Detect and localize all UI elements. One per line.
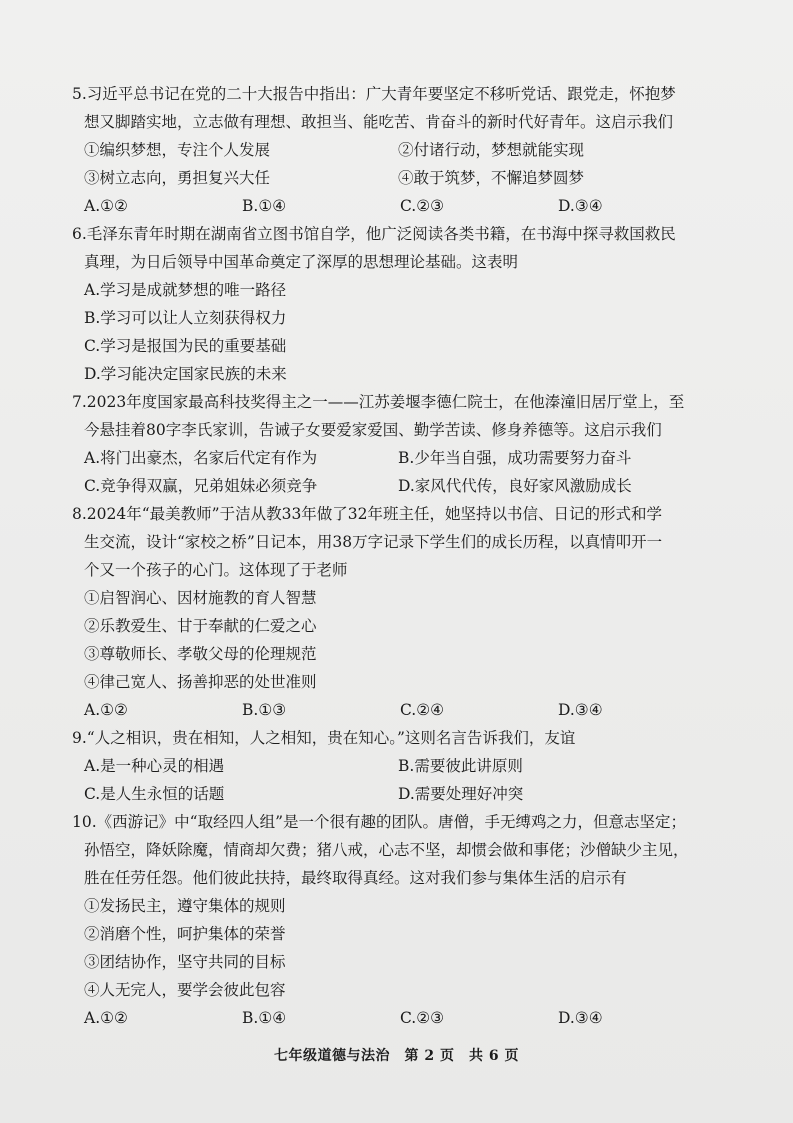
choice-a: A.①② (84, 197, 128, 215)
question-5 (72, 80, 762, 220)
choice-a: A.①② (84, 701, 128, 719)
question-stem-line: 9.“人之相识，贵在相知，人之相知，贵在知心。”这则名言告诉我们，友谊 (72, 729, 576, 747)
choice-c: C.学习是报国为民的重要基础 (84, 337, 287, 355)
question-stem-line: 孙悟空，降妖除魔，情商却欠费；猪八戒，心志不坚，却惯会做和事佬；沙僧缺少主见， (84, 841, 689, 859)
choice-c: C.②③ (400, 197, 445, 215)
choice-c: C.竞争得双赢，兄弟姐妹必须竞争 (84, 477, 318, 495)
choice-d: D.③④ (558, 701, 603, 719)
choice-d: D.家风代代传，良好家风激励成长 (398, 477, 632, 495)
item: ②付诸行动，梦想就能实现 (398, 141, 585, 159)
item: ①启智润心、因材施教的育人智慧 (84, 589, 317, 607)
item: ④人无完人，要学会彼此包容 (84, 981, 286, 999)
item: ③团结协作，坚守共同的目标 (84, 953, 286, 971)
question-7 (72, 388, 762, 500)
choice-c: C.②④ (400, 701, 445, 719)
choice-row (84, 780, 762, 808)
question-stem-line: 10.《西游记》中“取经四人组”是一个很有趣的团队。唐僧，手无缚鸡之力，但意志坚定； (72, 813, 687, 831)
item: ①编织梦想，专注个人发展 (84, 141, 271, 159)
item-row (84, 136, 762, 164)
choice-d: D.③④ (558, 1009, 603, 1027)
choice-b: B.①④ (242, 197, 287, 215)
question-stem-line: 生交流，设计“家校之桥”日记本，用38万字记录下学生们的成长历程，以真情叩开一 (84, 533, 663, 551)
item: ④敢于筑梦，不懈追梦圆梦 (398, 169, 585, 187)
question-stem-line: 胜在任劳任怨。他们彼此扶持，最终取得真经。这对我们参与集体生活的启示有 (84, 869, 627, 887)
question-10 (72, 808, 762, 1032)
item: ①发扬民主，遵守集体的规则 (84, 897, 286, 915)
choice-row (84, 752, 762, 780)
question-stem-line: 6.毛泽东青年时期在湖南省立图书馆自学，他广泛阅读各类书籍，在书海中探寻救国救民 (72, 225, 676, 243)
question-8 (72, 500, 762, 724)
choice-a: A.学习是成就梦想的唯一路径 (84, 281, 287, 299)
choice-a: A.①② (84, 1009, 128, 1027)
choice-row (84, 472, 762, 500)
choice-row (84, 444, 762, 472)
question-stem-line: 个又一个孩子的心门。这体现了于老师 (84, 561, 348, 579)
question-9 (72, 724, 762, 808)
choice-row (84, 1004, 762, 1032)
choice-b: B.少年当自强，成功需要努力奋斗 (398, 449, 632, 467)
choice-c: C.②③ (400, 1009, 445, 1027)
choice-d: D.需要处理好冲突 (398, 785, 524, 803)
choice-d: D.学习能决定国家民族的未来 (84, 365, 287, 383)
choice-a: A.是一种心灵的相遇 (84, 757, 225, 775)
choice-c: C.是人生永恒的话题 (84, 785, 225, 803)
question-stem-line: 今悬挂着80字李氏家训，告诫子女要爱家爱国、勤学苦读、修身养德等。这启示我们 (84, 421, 662, 439)
item: ②乐教爱生、甘于奉献的仁爱之心 (84, 617, 317, 635)
item: ④律己宽人、扬善抑恶的处世准则 (84, 673, 317, 691)
question-stem-line: 想又脚踏实地，立志做有理想、敢担当、能吃苦、肯奋斗的新时代好青年。这启示我们 (84, 113, 674, 131)
question-6 (72, 220, 762, 388)
page-footer: 七年级道德与法治 第 2 页 共 6 页 (274, 1048, 519, 1064)
question-list (72, 80, 762, 1032)
choice-b: B.①③ (242, 701, 287, 719)
choice-b: B.学习可以让人立刻获得权力 (84, 309, 287, 327)
question-stem-line: 5.习近平总书记在党的二十大报告中指出：广大青年要坚定不移听党话、跟党走，怀抱梦 (72, 85, 676, 103)
question-stem-line: 7.2023年度国家最高科技奖得主之一——江苏姜堰李德仁院士，在他溱潼旧居厅堂上，至 (72, 393, 685, 411)
choice-b: B.需要彼此讲原则 (398, 757, 523, 775)
choice-a: A.将门出豪杰，名家后代定有作为 (84, 449, 318, 467)
item: ②消磨个性，呵护集体的荣誉 (84, 925, 286, 943)
choice-row (84, 696, 762, 724)
choice-b: B.①④ (242, 1009, 287, 1027)
item: ③尊敬师长、孝敬父母的伦理规范 (84, 645, 317, 663)
question-stem-line: 真理，为日后领导中国革命奠定了深厚的思想理论基础。这表明 (84, 253, 519, 271)
choice-d: D.③④ (558, 197, 603, 215)
choice-row (84, 192, 762, 220)
item: ③树立志向，勇担复兴大任 (84, 169, 271, 187)
question-stem-line: 8.2024年“最美教师”于洁从教33年做了32年班主任，她坚持以书信、日记的形式和学 (72, 505, 663, 523)
item-row (84, 164, 762, 192)
